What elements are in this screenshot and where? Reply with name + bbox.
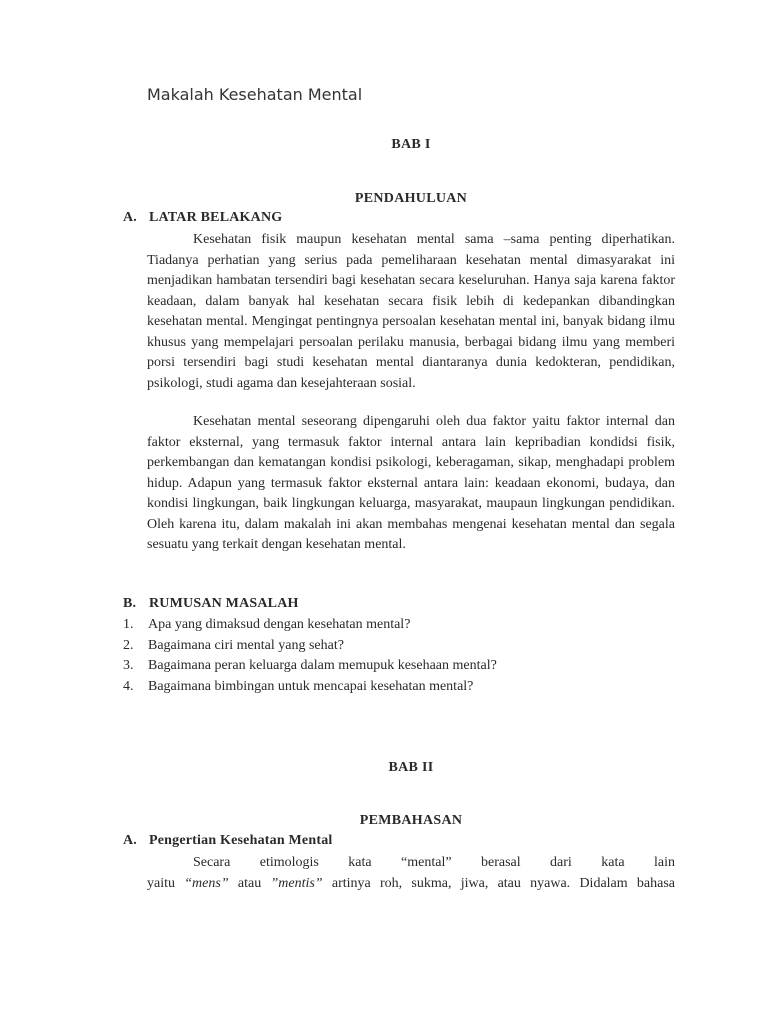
- bab1-subheading: PENDAHULUAN: [354, 191, 468, 206]
- paragraph-text: Kesehatan mental seseorang dipengaruhi oleh dua faktor yaitu faktor internal dan faktor eksternal, yang termasuk faktor internal antara lain kepribadian kondidsi fisik, perkembangan dan kematangan kondisi psikologi, keberagaman, sikap, menghadapi problem hidup. Adapun yang termasuk faktor eksternal antara lain: keadaan ekonomi, budaya, dan kondisi lingkungan, baik lingkungan keluarga, masyarakat, maupaun lingkungan pendidikan. Oleh karena itu, dalam makalah ini akan membahas mengenai kesehatan mental dan segala sesuatu yang terkait dengan kesehatan mental.: [147, 414, 675, 552]
- list-item: 3. Bagaimana peran keluarga dalam memupuk kesehaan mental?: [123, 658, 497, 673]
- section-title: RUMUSAN MASALAH: [149, 596, 299, 611]
- latar-belakang-paragraph-1: [147, 230, 675, 394]
- section-rumusan-masalah-heading: [123, 596, 299, 612]
- document-title: Makalah Kesehatan Mental: [147, 85, 363, 104]
- section-latar-belakang-heading: [123, 210, 282, 226]
- latar-belakang-paragraph-2: [147, 412, 675, 556]
- term-mentis: ”mentis”: [270, 876, 323, 891]
- list-item: 2. Bagaimana ciri mental yang sehat?: [123, 637, 344, 653]
- section-title: Pengertian Kesehatan Mental: [149, 833, 333, 848]
- list-item: 1. Apa yang dimaksud dengan kesehatan mental?: [123, 617, 411, 632]
- paragraph-text: Kesehatan fisik maupun kesehatan mental sama –sama penting diperhatikan. Tiadanya perhatian yang serius pada pemeliharaan kesehatan mental dimasyarakat ini menjadikan hambatan tersendiri bagi kesehatan secara keseluruhan. Hanya saja karena faktor keadaan, dalam banyak hal kesehatan secara fisik lebih di kedepankan dibandingkan kesehatan mental. Mengingat pentingnya persoalan kesehatan mental ini, banyak bidang ilmu khusus yang mempelajari persoalan perilaku manusia, berbagai bidang ilmu yang memberi porsi tersendiri bagi studi kesehatan mental diantaranya dunia kedokteran, pendidikan, psikologi, studi agama dan kesejahteraan sosial.: [147, 232, 675, 391]
- term-mens: “mens”: [184, 876, 229, 891]
- pengertian-line-2: yaitu “mens” atau ”mentis” artinya roh, sukma, jiwa, atau nyawa. Didalam bahasa: [147, 876, 676, 891]
- pengertian-line-1: Secara etimologis kata “mental” berasal dari kata lain: [193, 855, 675, 870]
- section-letter: A.: [123, 210, 138, 225]
- list-item: 4. Bagaimana bimbingan untuk mencapai kesehatan mental?: [123, 678, 474, 694]
- section-title: LATAR BELAKANG: [149, 210, 283, 225]
- bab2-subheading: PEMBAHASAN: [359, 813, 463, 828]
- section-letter: A.: [123, 833, 138, 848]
- bab2-heading: BAB II: [388, 760, 434, 775]
- section-pengertian-heading: [123, 833, 332, 849]
- section-letter: B.: [123, 596, 137, 611]
- rumusan-masalah-list: [123, 615, 497, 697]
- bab1-heading: BAB I: [391, 137, 431, 152]
